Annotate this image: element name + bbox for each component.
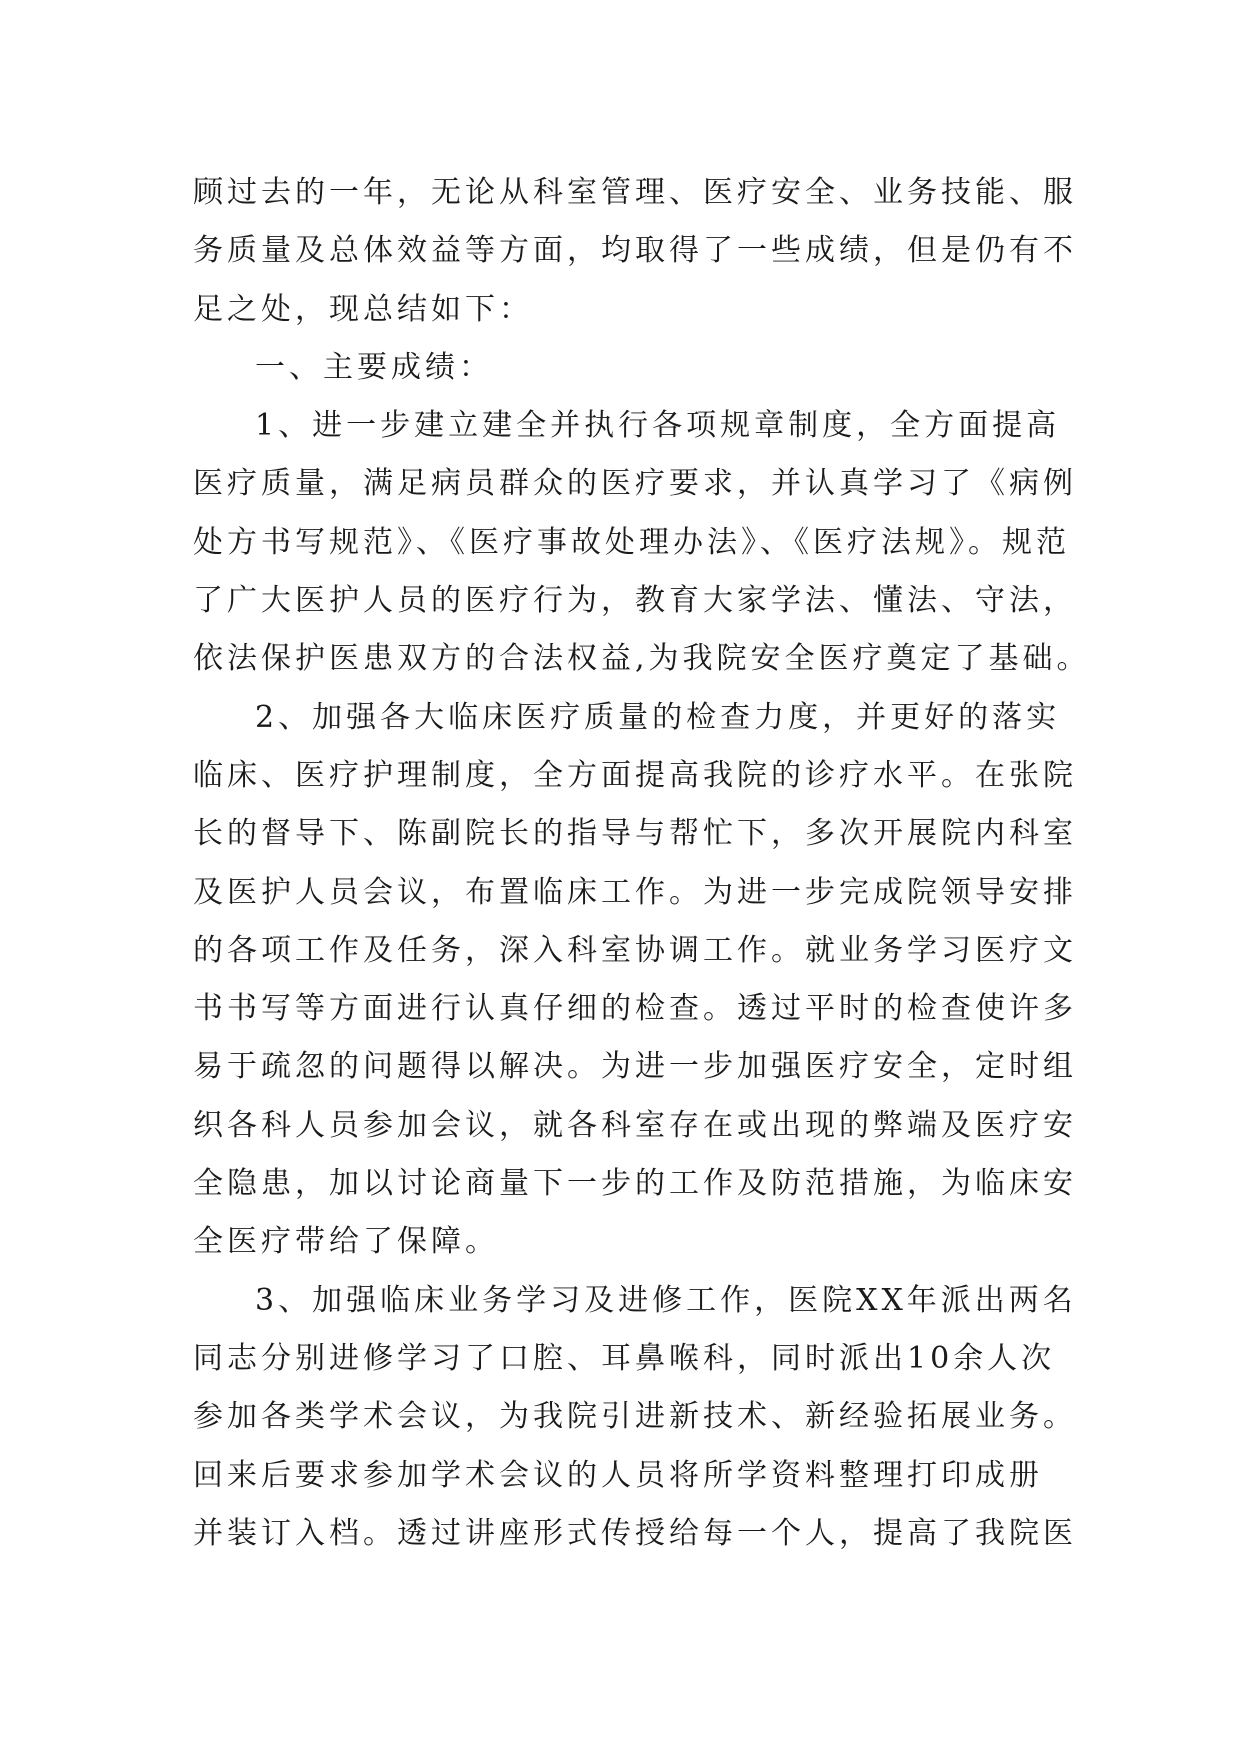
text-line: 的各项工作及任务，深入科室协调工作。就业务学习医疗文 xyxy=(193,932,1077,968)
text-line: 2、加强各大临床医疗质量的检查力度，并更好的落实 xyxy=(255,699,1061,735)
text-line: 顾过去的一年，无论从科室管理、医疗安全、业务技能、服 xyxy=(193,175,1077,210)
text-line: 全隐患，加以讨论商量下一步的工作及防范措施，为临床安 xyxy=(193,1166,1077,1202)
text-line: 了广大医护人员的医疗行为，教育大家学法、懂法、守法， xyxy=(193,583,1077,619)
text-line: 全医疗带给了保障。 xyxy=(193,1224,499,1260)
text-line: 临床、医疗护理制度，全方面提高我院的诊疗水平。在张院 xyxy=(193,757,1077,793)
text-line: 及医护人员会议，布置临床工作。为进一步完成院领导安排 xyxy=(193,874,1077,910)
text-line: 织各科人员参加会议，就各科室存在或出现的弊端及医疗安 xyxy=(193,1107,1077,1143)
text-line: 处方书写规范》、《医疗事故处理办法》、《医疗法规》。规范 xyxy=(193,524,1070,560)
document-body xyxy=(193,164,1091,1563)
text-line: 书书写等方面进行认真仔细的检查。透过平时的检查使许多 xyxy=(193,991,1077,1027)
text-line: 1、进一步建立建全并执行各项规章制度，全方面提高 xyxy=(255,408,1061,444)
text-line: 参加各类学术会议，为我院引进新技术、新经验拓展业务。 xyxy=(193,1399,1077,1435)
text-line: 足之处，现总结如下： xyxy=(193,291,533,327)
text-line: 同志分别进修学习了口腔、耳鼻喉科，同时派出10余人次 xyxy=(193,1340,1056,1376)
text-line: 回来后要求参加学术会议的人员将所学资料整理打印成册 xyxy=(193,1457,1043,1493)
text-line: 依法保护医患双方的合法权益,为我院安全医疗奠定了基础。 xyxy=(193,641,1091,677)
text-line: 并装订入档。透过讲座形式传授给每一个人，提高了我院医 xyxy=(193,1515,1077,1551)
text-line: 务质量及总体效益等方面，均取得了一些成绩，但是仍有不 xyxy=(193,233,1077,269)
text-line: 医疗质量，满足病员群众的医疗要求，并认真学习了《病例 xyxy=(193,466,1077,502)
text-line: 3、加强临床业务学习及进修工作，医院XX年派出两名 xyxy=(255,1282,1077,1318)
section-heading: 一、主要成绩： xyxy=(255,349,493,385)
text-line: 长的督导下、陈副院长的指导与帮忙下，多次开展院内科室 xyxy=(193,816,1077,852)
text-line: 易于疏忽的问题得以解决。为进一步加强医疗安全，定时组 xyxy=(193,1049,1077,1085)
